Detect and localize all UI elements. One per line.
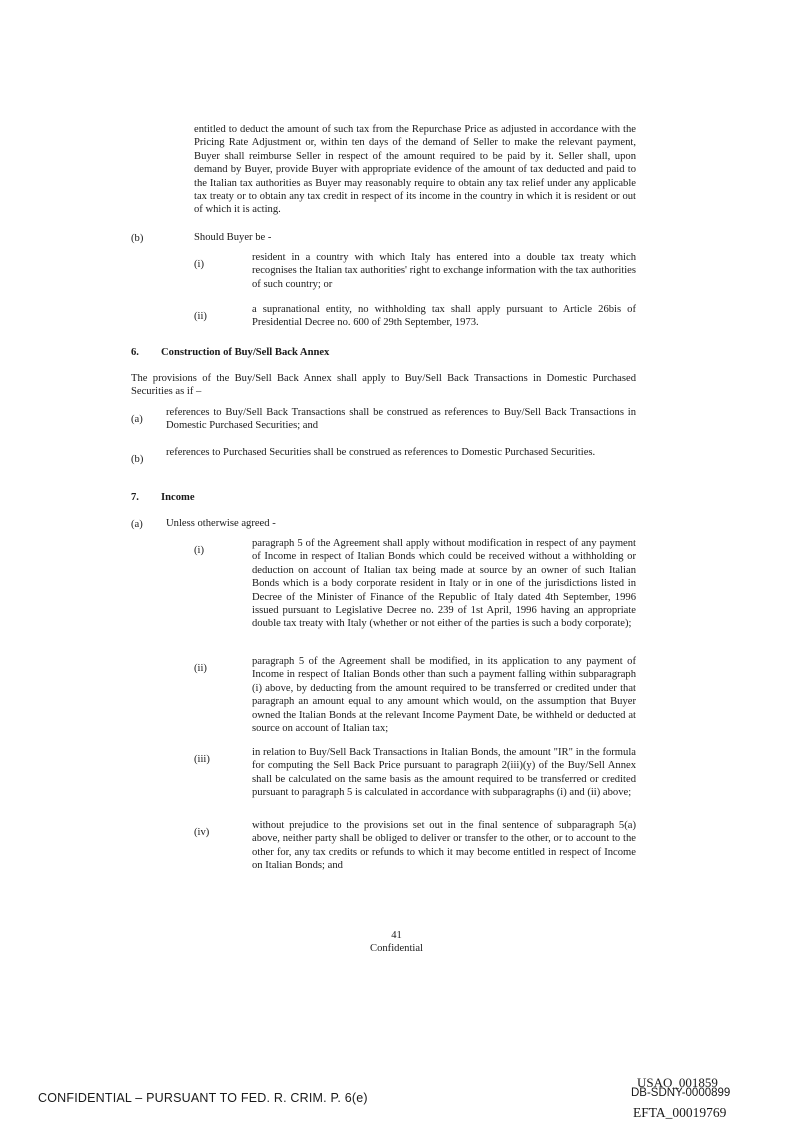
section-6-item-a-label: (a) — [131, 414, 143, 425]
item-b-label: (b) — [131, 233, 144, 244]
page-confidential-mark: Confidential — [370, 943, 423, 954]
section-6-item-a-text: references to Buy/Sell Back Transactions shall be construed as references to Buy/Sell Back Transactions in Domestic Purchased Securities; and — [166, 407, 636, 432]
item-b-sub-i-label: (i) — [194, 259, 204, 270]
section-7-title: Income — [161, 492, 195, 503]
section-6-title: Construction of Buy/Sell Back Annex — [161, 347, 330, 358]
section-7-sub-iii-text: in relation to Buy/Sell Back Transactions in Italian Bonds, the amount "IR" in the formula for computing the Sell Back Price pursuant to paragraph 2(iii)(y) of the Buy/Sell Annex shall be calculated on the same basis as the amount required to be transferred or credited pursuant to paragraph 5 is calculated in accordance with subparagraphs (i) and (ii) above; — [252, 747, 636, 799]
efta-bates-stamp: EFTA_00019769 — [633, 1105, 727, 1120]
section-7-sub-iv-label: (iv) — [194, 827, 210, 838]
section-7-number: 7. — [131, 492, 139, 503]
section-6-heading — [131, 346, 329, 359]
section-7-sub-iii-label: (iii) — [194, 754, 210, 765]
page-number: 41 — [391, 930, 402, 941]
item-b-text: Should Buyer be - — [194, 232, 272, 243]
continuation-paragraph: entitled to deduct the amount of such tax from the Repurchase Price as adjusted in accordance with the Pricing Rate Adjustment or, within ten days of the demand of Seller to make the relevant payment, Buyer shall reimburse Seller in respect of the amount required to be paid by it. Seller shall, upon demand by Buyer, provide Buyer with appropriate evidence of the amount of tax deducted and paid to the Italian tax authorities as Buyer may reasonably require to obtain any tax relief under any applicable tax treaty or to obtain any tax credit in respect of its income in the country in which it is resident or out of which it is acting. — [194, 124, 636, 216]
section-7-item-a-label: (a) — [131, 519, 143, 530]
section-7-sub-i-text: paragraph 5 of the Agreement shall apply without modification in respect of any payment of Income in respect of Italian Bonds which could be received without a withholding or deduction on account of Italian tax being made at source by an owner of such Italian Bonds which is a body corporate resident in Italy or in one of the jurisdictions listed in Decree of the Minister of Finance of the Republic of Italy dated 4th September, 1996 issued pursuant to Legislative Decree no. 239 of 1st April, 1996 having an appropriate double tax treaty with Italy (whether or not either of the parties is such a body corporate); — [252, 538, 636, 630]
confidential-notice: CONFIDENTIAL – PURSUANT TO FED. R. CRIM. P. 6(e) — [38, 1091, 368, 1105]
section-7-heading — [131, 491, 195, 504]
section-7-item-a-text: Unless otherwise agreed - — [166, 518, 276, 529]
section-6-item-b-label: (b) — [131, 454, 144, 465]
section-7-sub-ii-label: (ii) — [194, 663, 207, 674]
section-6-number: 6. — [131, 347, 139, 358]
section-7-sub-i-label: (i) — [194, 545, 204, 556]
section-7-sub-ii-text: paragraph 5 of the Agreement shall be modified, in its application to any payment of Income in respect of Italian Bonds other than such a payment falling within subparagraph (i) above, by deducting from the amount required to be transferred or credited under that paragraph an amount equal to any amount which would, on the assumption that Buyer owned the Italian Bonds at the relevant Income Payment Date, be withheld or deducted at source on account of Italian tax; — [252, 656, 636, 735]
usao-bates-stamp: USAO_001859 — [637, 1075, 718, 1090]
item-b-sub-ii-text: a supranational entity, no withholding tax shall apply pursuant to Article 26bis of Presidential Decree no. 600 of 29th September, 1973. — [252, 304, 636, 329]
db-sdny-bates-stamp: DB-SDNY-0000899 — [631, 1087, 731, 1099]
section-6-item-b-text: references to Purchased Securities shall be construed as references to Domestic Purchased Securities. — [166, 447, 596, 458]
item-b-sub-ii-label: (ii) — [194, 311, 207, 322]
section-7-sub-iv-text: without prejudice to the provisions set out in the final sentence of subparagraph 5(a) above, neither party shall be obliged to deliver or transfer to the other, or to account to the other for, any tax credits or refunds to which it may become entitled in respect of Income on Italian Bonds; and — [252, 820, 636, 872]
item-b-sub-i-text: resident in a country with which Italy has entered into a double tax treaty which recognises the Italian tax authorities' right to exchange information with the tax authorities of such country; or — [252, 252, 636, 290]
section-6-intro: The provisions of the Buy/Sell Back Annex shall apply to Buy/Sell Back Transactions in Domestic Purchased Securities as if – — [131, 373, 636, 398]
